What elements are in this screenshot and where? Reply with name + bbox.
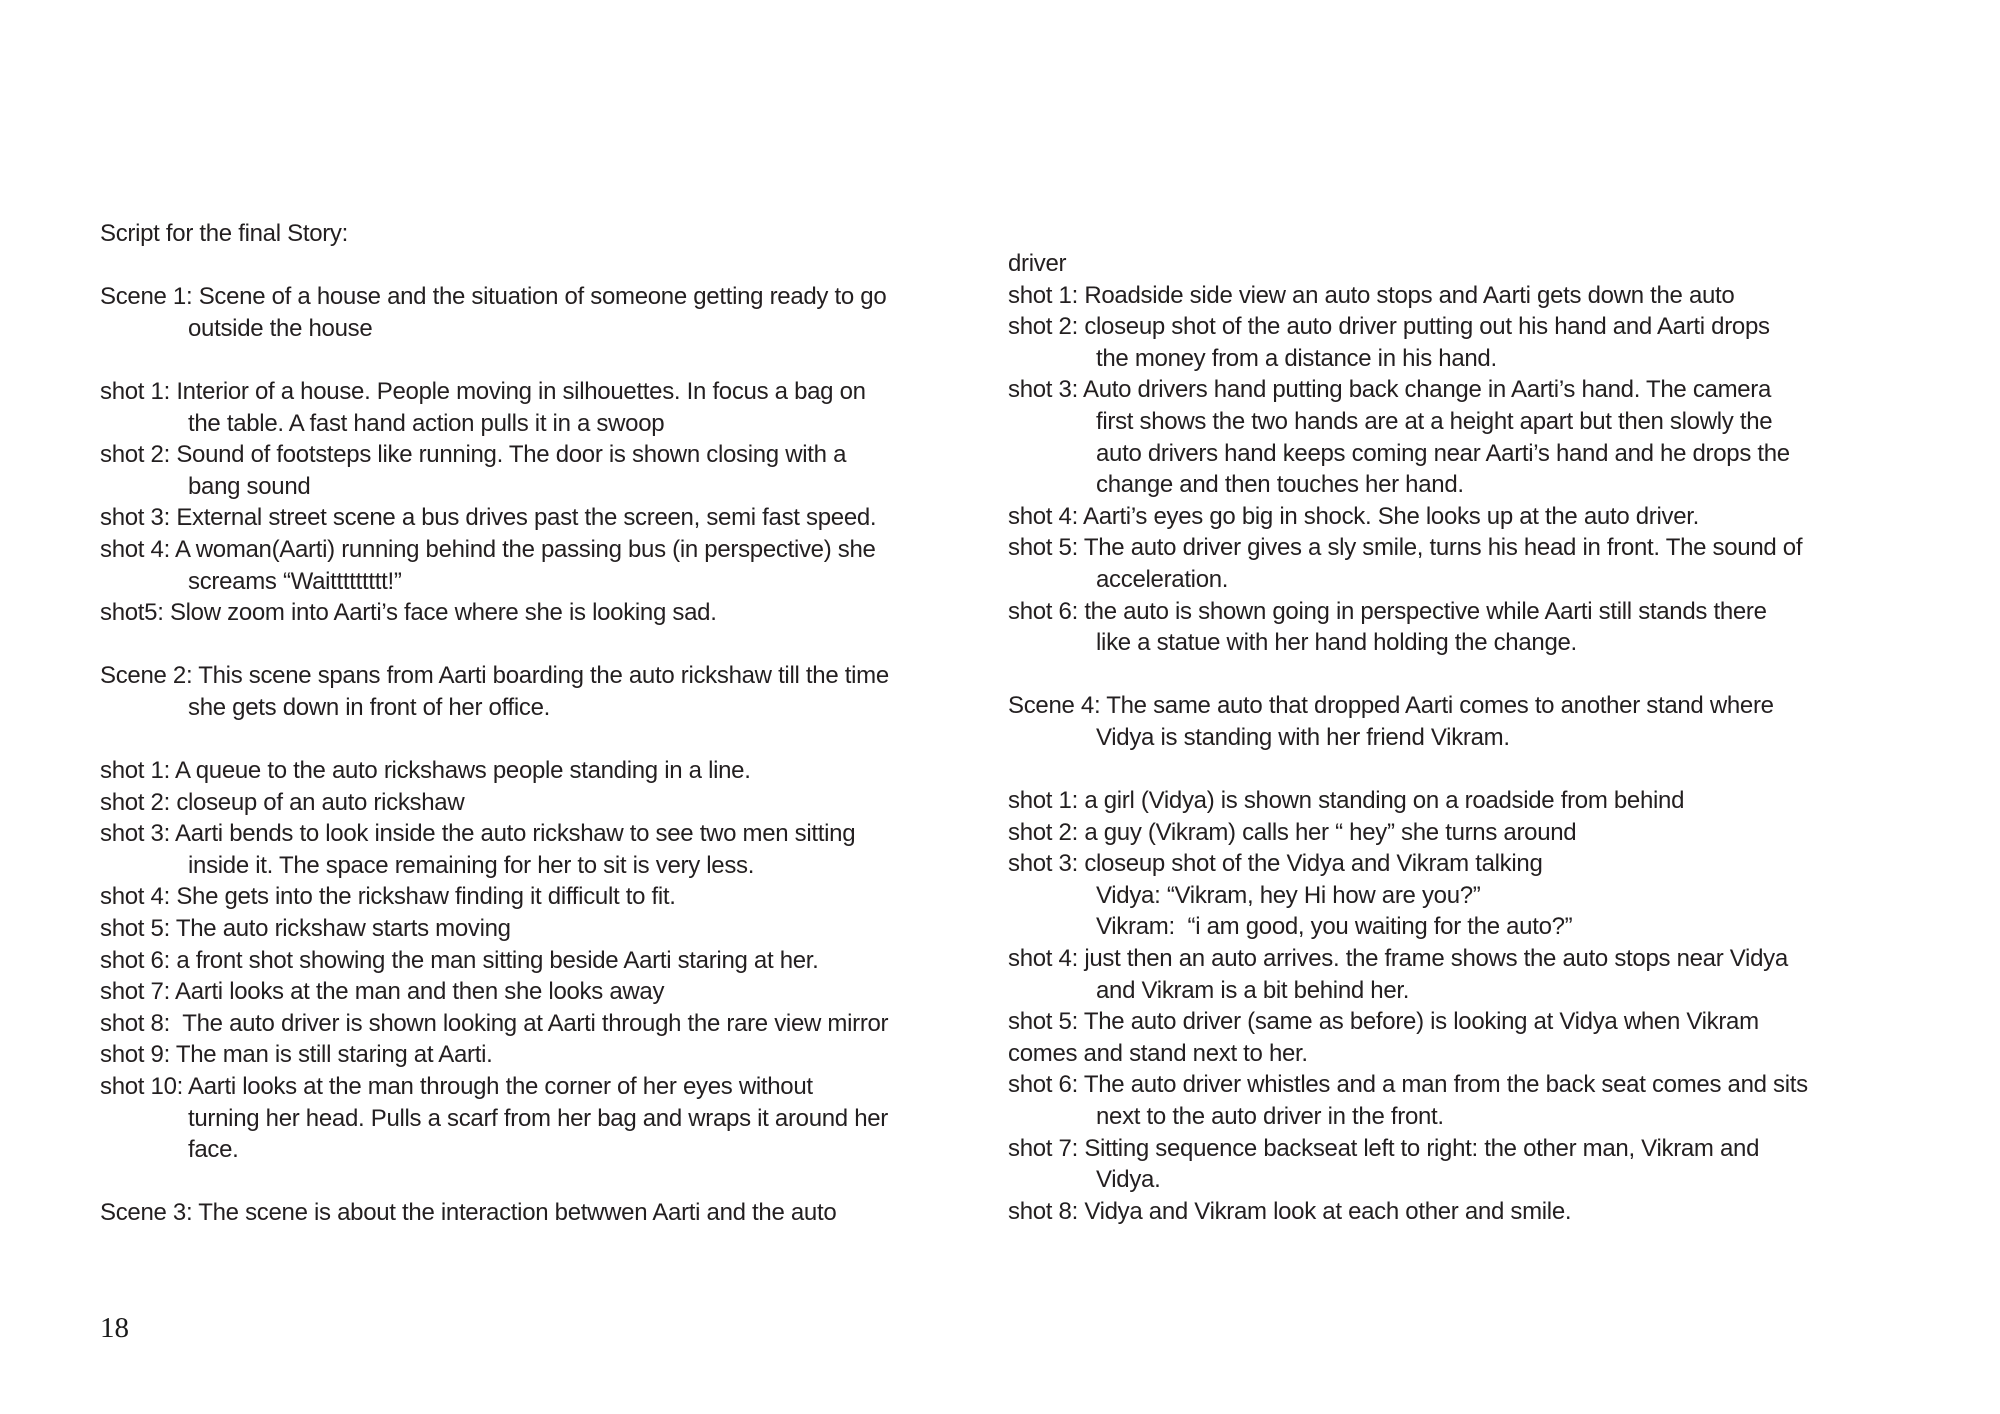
page-title: Script for the final Story: bbox=[100, 220, 349, 247]
script-line: shot 3: Auto drivers hand putting back change in Aarti’s hand. The camera bbox=[1008, 376, 1772, 404]
blank-line bbox=[100, 724, 1000, 756]
script-line: Scene 3: The scene is about the interaction betwwen Aarti and the auto bbox=[100, 1199, 837, 1227]
script-line: shot 2: closeup of an auto rickshaw bbox=[100, 788, 465, 816]
script-line: next to the auto driver in the front. bbox=[1096, 1103, 1444, 1131]
page-number: 18 bbox=[100, 1312, 129, 1344]
script-line: first shows the two hands are at a height apart but then slowly the bbox=[1096, 407, 1773, 435]
script-line: driver bbox=[1008, 250, 1067, 277]
script-line: shot 2: Sound of footsteps like running. The door is shown closing with a bbox=[100, 441, 847, 469]
blank-line bbox=[100, 629, 1000, 661]
script-line: shot 4: She gets into the rickshaw finding it difficult to fit. bbox=[100, 883, 676, 911]
blank-line bbox=[1008, 754, 1948, 786]
script-line: shot 3: closeup shot of the Vidya and Vikram talking bbox=[1008, 850, 1543, 878]
script-line: shot 3: External street scene a bus drives past the screen, semi fast speed. bbox=[100, 504, 877, 532]
script-line: and Vikram is a bit behind her. bbox=[1096, 976, 1410, 1004]
script-line: shot 6: The auto driver whistles and a man from the back seat comes and sits bbox=[1008, 1071, 1808, 1099]
script-line: shot 3: Aarti bends to look inside the auto rickshaw to see two men sitting bbox=[100, 820, 856, 848]
blank-line bbox=[100, 1166, 1000, 1198]
script-line: comes and stand next to her. bbox=[1008, 1039, 1308, 1067]
script-line: shot 5: The auto driver (same as before) is looking at Vidya when Vikram bbox=[1008, 1008, 1759, 1036]
script-line: she gets down in front of her office. bbox=[188, 693, 551, 721]
script-line: shot 1: a girl (Vidya) is shown standing on a roadside from behind bbox=[1008, 787, 1685, 815]
right-column bbox=[1008, 248, 1948, 1227]
script-line: shot 1: Roadside side view an auto stops and Aarti gets down the auto bbox=[1008, 281, 1735, 309]
script-line: Scene 4: The same auto that dropped Aarti comes to another stand where bbox=[1008, 692, 1774, 720]
script-line: shot 6: the auto is shown going in perspective while Aarti still stands there bbox=[1008, 597, 1767, 625]
script-line: shot 10: Aarti looks at the man through the corner of her eyes without bbox=[100, 1073, 813, 1101]
script-line: shot 5: The auto rickshaw starts moving bbox=[100, 915, 511, 943]
script-line: acceleration. bbox=[1096, 565, 1229, 593]
script-line: shot 4: Aarti’s eyes go big in shock. She looks up at the auto driver. bbox=[1008, 502, 1699, 530]
blank-line bbox=[100, 250, 1000, 282]
script-line: shot 1: Interior of a house. People moving in silhouettes. In focus a bag on bbox=[100, 377, 866, 405]
script-line: shot 7: Aarti looks at the man and then she looks away bbox=[100, 978, 665, 1006]
script-line: shot 4: just then an auto arrives. the frame shows the auto stops near Vidya bbox=[1008, 945, 1788, 973]
script-line: like a statue with her hand holding the change. bbox=[1096, 629, 1577, 657]
script-line: auto drivers hand keeps coming near Aarti’s hand and he drops the bbox=[1096, 439, 1790, 467]
script-line: bang sound bbox=[188, 472, 311, 500]
script-line: change and then touches her hand. bbox=[1096, 471, 1464, 499]
script-line: shot 8: The auto driver is shown looking at Aarti through the rare view mirror bbox=[100, 1009, 889, 1037]
script-line: shot 7: Sitting sequence backseat left to right: the other man, Vikram and bbox=[1008, 1134, 1760, 1162]
script-line: shot5: Slow zoom into Aarti’s face where she is looking sad. bbox=[100, 599, 717, 627]
script-line: face. bbox=[188, 1136, 239, 1164]
script-line: screams “Waittttttttt!” bbox=[188, 567, 402, 595]
script-line: the table. A fast hand action pulls it in a swoop bbox=[188, 409, 665, 437]
script-line: Vikram: “i am good, you waiting for the auto?” bbox=[1096, 913, 1573, 941]
script-line: Vidya. bbox=[1096, 1166, 1161, 1194]
blank-line bbox=[1008, 659, 1948, 691]
script-line: turning her head. Pulls a scarf from her bag and wraps it around her bbox=[188, 1104, 888, 1132]
script-line: shot 6: a front shot showing the man sitting beside Aarti staring at her. bbox=[100, 946, 819, 974]
script-line: Vidya: “Vikram, hey Hi how are you?” bbox=[1096, 881, 1481, 909]
left-column bbox=[100, 218, 1000, 1229]
script-line: Vidya is standing with her friend Vikram. bbox=[1096, 723, 1510, 751]
blank-line bbox=[100, 344, 1000, 376]
script-line: outside the house bbox=[188, 314, 373, 342]
script-line: shot 2: a guy (Vikram) calls her “ hey” she turns around bbox=[1008, 818, 1577, 846]
script-line: inside it. The space remaining for her to sit is very less. bbox=[188, 851, 755, 879]
script-line: shot 4: A woman(Aarti) running behind the passing bus (in perspective) she bbox=[100, 535, 876, 563]
script-line: Scene 1: Scene of a house and the situation of someone getting ready to go bbox=[100, 283, 887, 311]
script-line: Scene 2: This scene spans from Aarti boarding the auto rickshaw till the time bbox=[100, 662, 889, 690]
script-line: shot 5: The auto driver gives a sly smile, turns his head in front. The sound of bbox=[1008, 534, 1803, 562]
script-line: shot 2: closeup shot of the auto driver putting out his hand and Aarti drops bbox=[1008, 313, 1770, 341]
script-line: shot 9: The man is still staring at Aarti. bbox=[100, 1041, 493, 1069]
script-line: the money from a distance in his hand. bbox=[1096, 344, 1497, 372]
script-line: shot 8: Vidya and Vikram look at each other and smile. bbox=[1008, 1197, 1572, 1225]
script-line: shot 1: A queue to the auto rickshaws people standing in a line. bbox=[100, 757, 751, 785]
